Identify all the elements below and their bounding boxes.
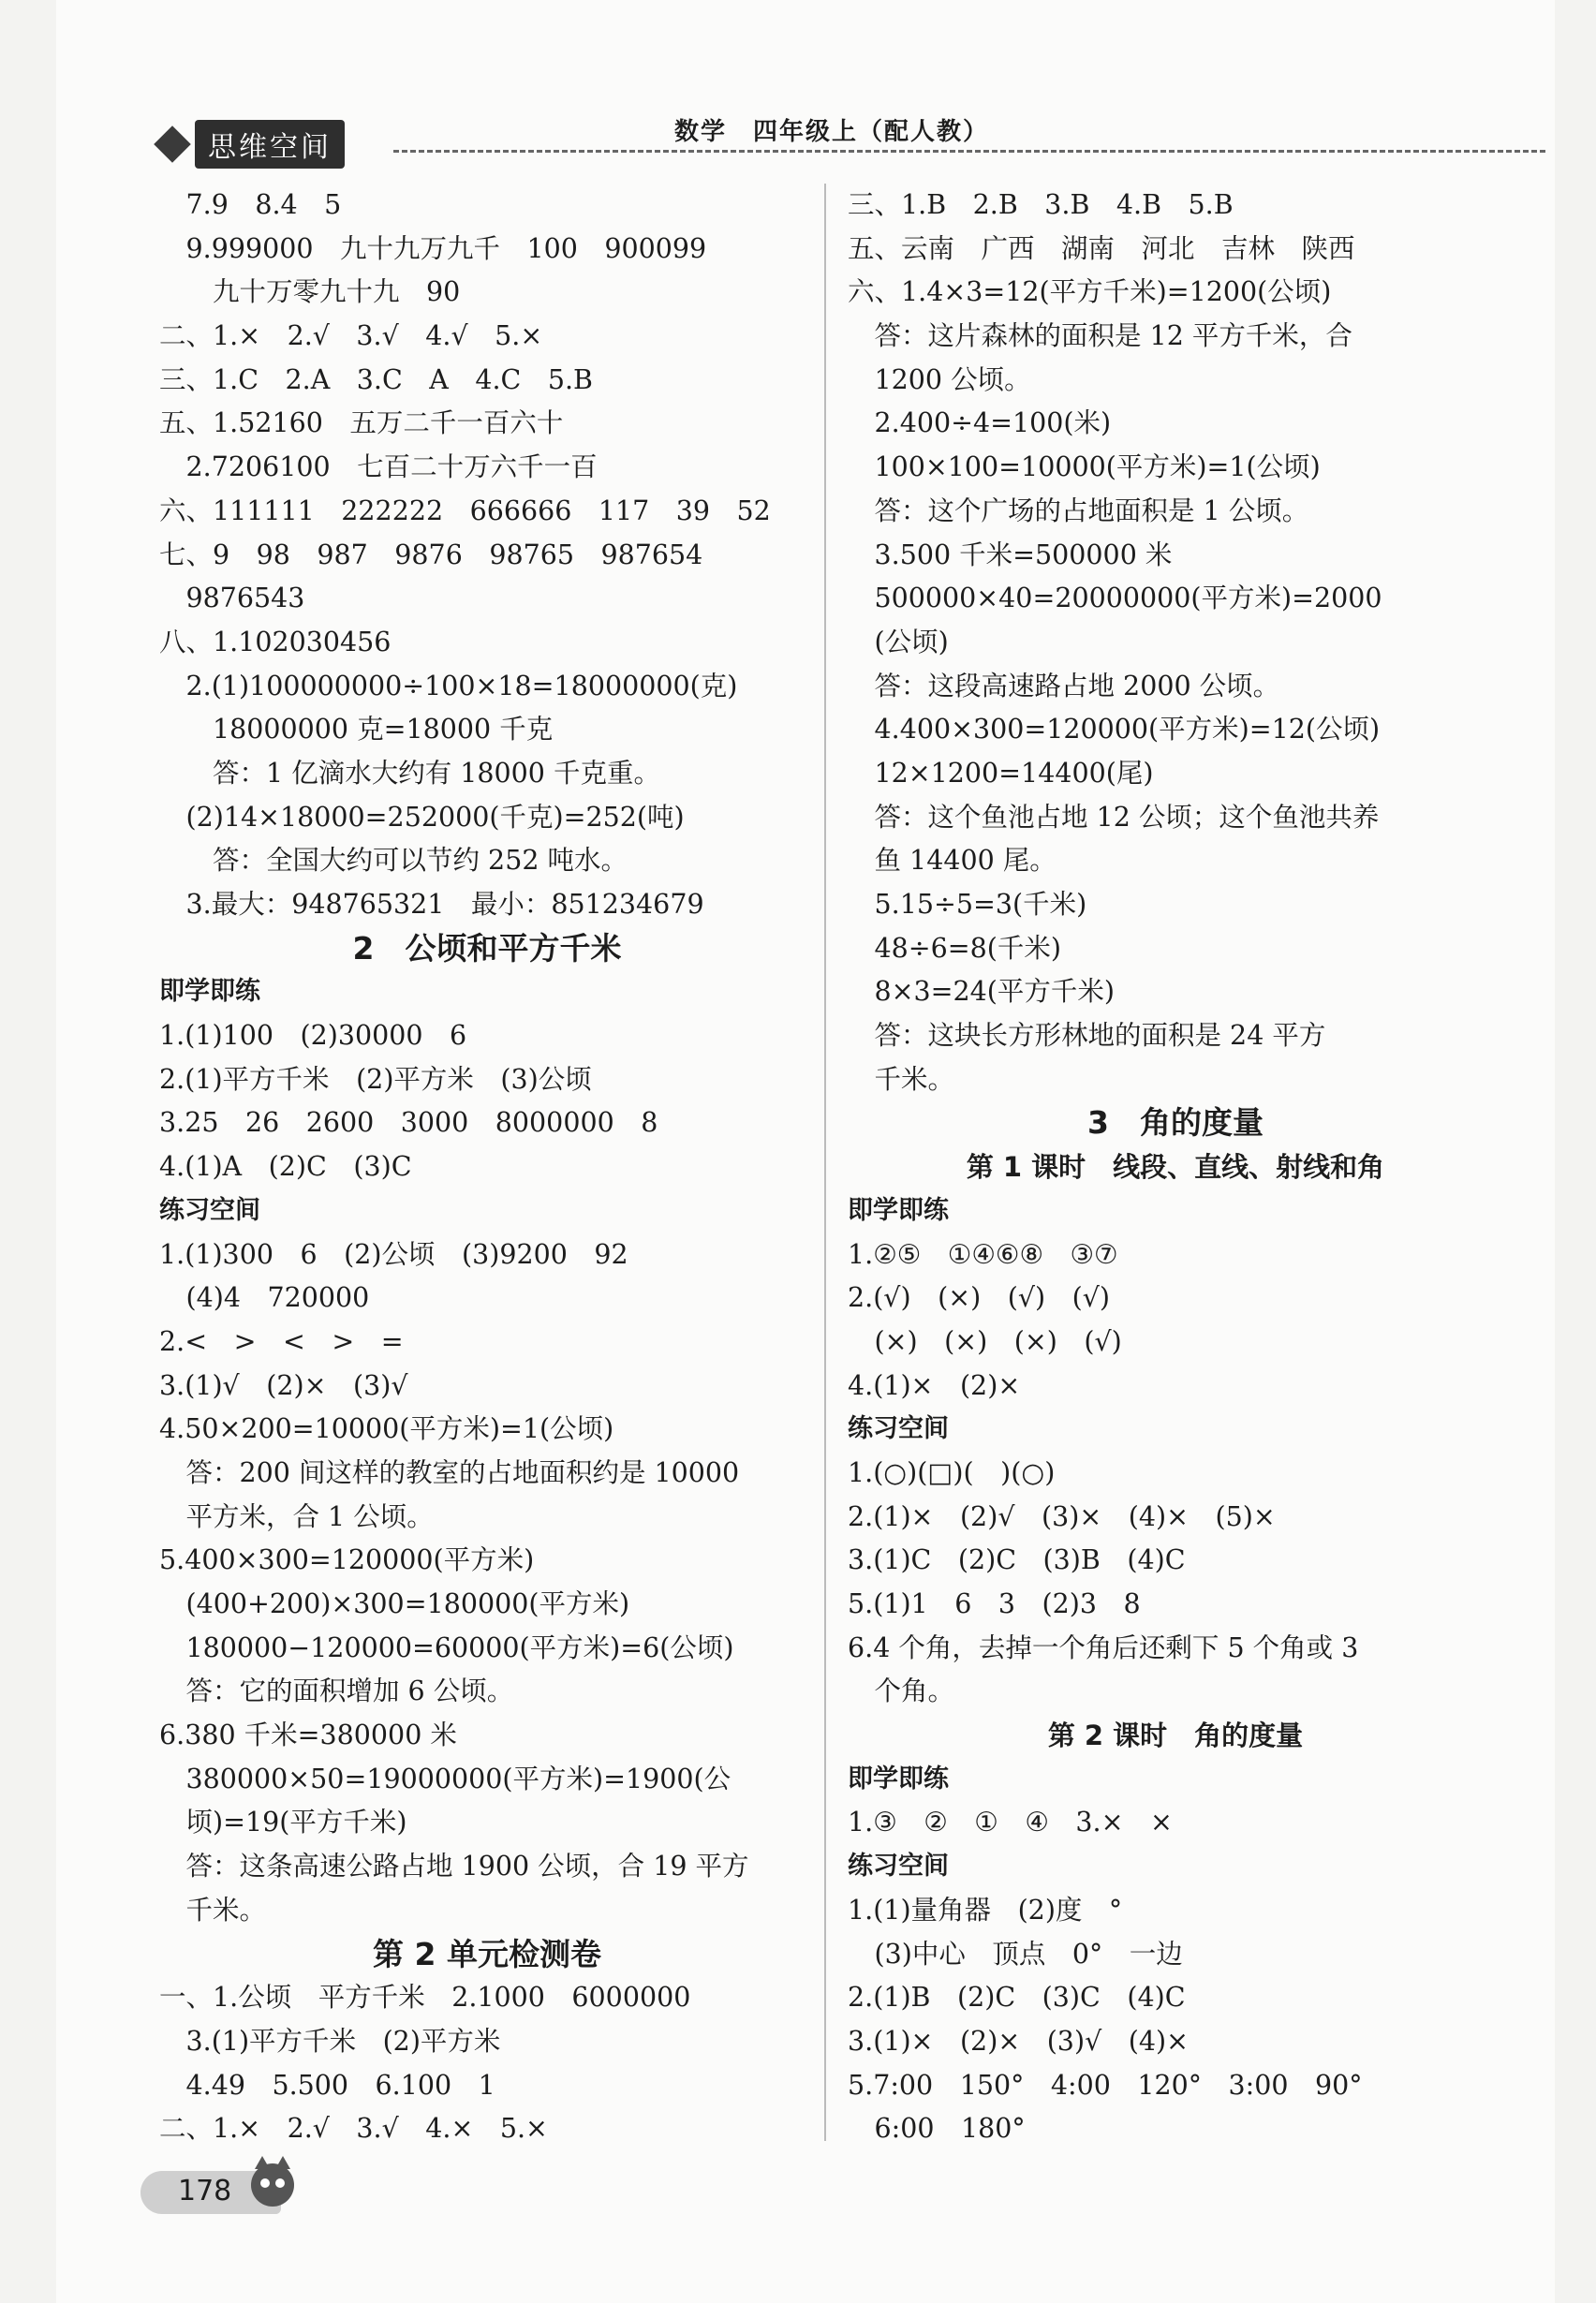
answer-line: 七、9 98 987 9876 98765 987654 — [159, 539, 703, 570]
answer-heading: 练习空间 — [848, 1414, 949, 1444]
answer-line: 千米。 — [848, 1063, 955, 1095]
header-divider — [393, 150, 1545, 153]
answer-line: 18000000 克=18000 千克 — [159, 714, 554, 746]
answer-line: 6.4 个角，去掉一个角后还剩下 5 个角或 3 — [848, 1631, 1359, 1663]
answer-line: 千米。 — [159, 1894, 267, 1926]
answer-line: 五、1.52160 五万二千一百六十 — [159, 407, 564, 439]
answer-line: 12×1200=14400(尾) — [848, 757, 1154, 789]
right-column — [848, 184, 1503, 2151]
answer-line: 答：这段高速路占地 2000 公顷。 — [848, 670, 1280, 701]
answer-line: 答：1 亿滴水大约有 18000 千克重。 — [159, 757, 660, 789]
answer-line: 6.380 千米=380000 米 — [159, 1720, 457, 1751]
answer-heading: 即学即练 — [159, 977, 260, 1007]
answer-line: (2)14×18000=252000(千克)=252(吨) — [159, 801, 685, 833]
answer-line: 答：这块长方形林地的面积是 24 平方 — [848, 1020, 1326, 1052]
logo — [159, 122, 345, 167]
answer-line: 八、1.102030456 — [159, 626, 392, 657]
answer-line: (4)4 720000 — [159, 1282, 370, 1314]
answer-line: 9876543 — [159, 583, 305, 614]
answer-heading: 即学即练 — [848, 1764, 949, 1794]
page-footer — [140, 2163, 290, 2218]
answer-line: 3.(1)√ (2)× (3)√ — [159, 1369, 408, 1401]
answer-line: 4.400×300=120000(平方米)=12(公顷) — [848, 714, 1381, 746]
answer-line: 答：这条高速公路占地 1900 公顷，合 19 平方 — [159, 1851, 749, 1882]
answer-line: 鱼 14400 尾。 — [848, 845, 1057, 877]
answer-heading: 2 公顷和平方千米 — [352, 929, 622, 967]
answer-line: 答：它的面积增加 6 公顷。 — [159, 1676, 514, 1707]
answer-line: 3.(1)× (2)× (3)√ (4)× — [848, 2025, 1189, 2057]
logo-diamond-icon — [154, 125, 191, 163]
answer-line: 4.50×200=10000(平方米)=1(公顷) — [159, 1413, 614, 1445]
answer-line: 500000×40=20000000(平方米)=2000 — [848, 583, 1382, 614]
answer-line: 9.999000 九十九万九千 100 900099 — [159, 232, 707, 264]
answer-line: (×) (×) (×) (√) — [848, 1325, 1122, 1357]
column-divider — [824, 184, 826, 2141]
answer-line: 答：这片森林的面积是 12 平方千米，合 — [848, 320, 1352, 352]
answer-heading: 第 1 课时 线段、直线、射线和角 — [966, 1151, 1385, 1184]
answer-line: 7.9 8.4 5 — [159, 189, 342, 220]
answer-line: 4.49 5.500 6.100 1 — [159, 2069, 495, 2101]
answer-line: 三、1.B 2.B 3.B 4.B 5.B — [848, 189, 1234, 220]
answer-line: 2.7206100 七百二十万六千一百 — [159, 451, 598, 483]
answer-heading: 第 2 课时 角的度量 — [1047, 1720, 1304, 1752]
answer-line: 2.(√) (×) (√) (√) — [848, 1282, 1111, 1314]
answer-line: 2.(1)100000000÷100×18=18000000(克) — [159, 670, 738, 701]
answer-line: 五、云南 广西 湖南 河北 吉林 陕西 — [848, 232, 1355, 264]
answer-line: 48÷6=8(千米) — [848, 932, 1062, 964]
answer-line: 380000×50=19000000(平方米)=1900(公 — [159, 1763, 732, 1794]
answer-line: 2.400÷4=100(米) — [848, 407, 1112, 439]
answer-line: 4.(1)× (2)× — [848, 1369, 1021, 1401]
answer-line: 3.500 千米=500000 米 — [848, 539, 1173, 570]
answer-line: 8×3=24(平方千米) — [848, 976, 1116, 1008]
answer-line: 答：这个广场的占地面积是 1 公顷。 — [848, 495, 1309, 526]
answer-line: 5.7:00 150° 4:00 120° 3:00 90° — [848, 2069, 1363, 2101]
answer-line: 1.(○)(□)( )(○) — [848, 1456, 1056, 1488]
cat-mascot-icon — [251, 2163, 294, 2207]
answer-line: 二、1.× 2.√ 3.√ 4.× 5.× — [159, 2113, 548, 2145]
answer-line: 三、1.C 2.A 3.C A 4.C 5.B — [159, 363, 593, 395]
answer-line: 答：200 间这样的教室的占地面积约是 10000 — [159, 1456, 740, 1488]
answer-line: 1200 公顷。 — [848, 363, 1031, 395]
answer-line: 5.400×300=120000(平方米) — [159, 1544, 535, 1576]
answer-line: 5.15÷5=3(千米) — [848, 889, 1087, 920]
answer-heading: 练习空间 — [159, 1195, 260, 1225]
page-number: 178 — [178, 2175, 232, 2207]
answer-line: 3.25 26 2600 3000 8000000 8 — [159, 1107, 658, 1139]
answer-line: 1.(1)100 (2)30000 6 — [159, 1020, 467, 1052]
answer-line: 二、1.× 2.√ 3.√ 4.√ 5.× — [159, 320, 543, 352]
answer-heading: 即学即练 — [848, 1195, 949, 1225]
answer-line: 平方米，合 1 公顷。 — [159, 1500, 434, 1532]
answer-line: 2.< > < > = — [159, 1325, 404, 1357]
answer-line: 1.(1)量角器 (2)度 ° — [848, 1894, 1123, 1926]
answer-heading: 练习空间 — [848, 1852, 949, 1882]
answer-line: (公顷) — [848, 626, 949, 657]
answer-line: 六、111111 222222 666666 117 39 52 — [159, 495, 771, 526]
answer-line: 6:00 180° — [848, 2113, 1026, 2145]
page-header — [159, 111, 1564, 167]
answer-line: 顷)=19(平方千米) — [159, 1807, 407, 1838]
left-column — [159, 184, 815, 2151]
answer-line: 个角。 — [848, 1676, 955, 1707]
answer-line: 100×100=10000(平方米)=1(公顷) — [848, 451, 1321, 483]
header-title: 数学 四年级上（配人教） — [665, 112, 998, 147]
answer-line: 2.(1)平方千米 (2)平方米 (3)公顷 — [159, 1063, 592, 1095]
answer-line: 3.(1)C (2)C (3)B (4)C — [848, 1544, 1186, 1576]
answer-line: 答：全国大约可以节约 252 吨水。 — [159, 845, 628, 877]
answer-line: 答：这个鱼池占地 12 公顷；这个鱼池共养 — [848, 801, 1380, 833]
answer-line: 六、1.4×3=12(平方千米)=1200(公顷) — [848, 276, 1332, 308]
answer-line: 一、1.公顷 平方千米 2.1000 6000000 — [159, 1982, 691, 2014]
answer-line: 1.②⑤ ①④⑥⑧ ③⑦ — [848, 1238, 1118, 1270]
answer-line: (400+200)×300=180000(平方米) — [159, 1588, 630, 1619]
answer-line: 3.(1)平方千米 (2)平方米 — [159, 2025, 501, 2057]
answer-heading: 第 2 单元检测卷 — [373, 1935, 601, 1972]
answer-line: 4.(1)A (2)C (3)C — [159, 1151, 412, 1183]
answer-line: 5.(1)1 6 3 (2)3 8 — [848, 1588, 1141, 1619]
answer-line: 3.最大：948765321 最小：851234679 — [159, 889, 704, 920]
answer-line: 180000−120000=60000(平方米)=6(公顷) — [159, 1631, 734, 1663]
answer-line: 1.③ ② ① ④ 3.× × — [848, 1807, 1173, 1838]
answer-line: 1.(1)300 6 (2)公顷 (3)9200 92 — [159, 1238, 628, 1270]
answer-line: 2.(1)B (2)C (3)C (4)C — [848, 1982, 1186, 2014]
answer-heading: 3 角的度量 — [1087, 1104, 1264, 1142]
answer-line: 2.(1)× (2)√ (3)× (4)× (5)× — [848, 1500, 1276, 1532]
logo-text: 思维空间 — [195, 120, 345, 169]
answer-line: 九十万零九十九 90 — [159, 276, 461, 308]
answer-line: (3)中心 顶点 0° 一边 — [848, 1938, 1183, 1970]
